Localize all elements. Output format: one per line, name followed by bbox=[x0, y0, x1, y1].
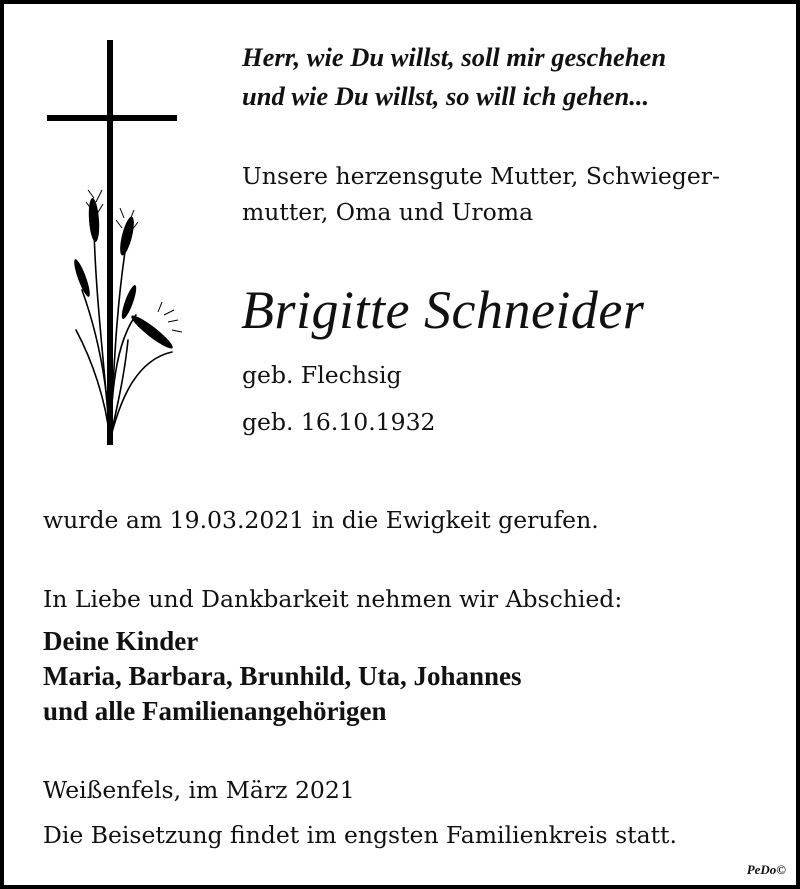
birth-date: geb. 16.10.1932 bbox=[242, 408, 436, 436]
intro-line-1: Unsere herzensgute Mutter, Schwieger- bbox=[242, 162, 720, 190]
motto-verse bbox=[242, 38, 782, 116]
intro-text bbox=[242, 158, 782, 230]
mourners-line-3: und alle Familienangehörigen bbox=[43, 696, 387, 726]
intro-line-2: mutter, Oma und Uroma bbox=[242, 198, 534, 226]
death-notice: wurde am 19.03.2021 in die Ewigkeit gerufen. bbox=[43, 506, 599, 534]
mourners-line-2: Maria, Barbara, Brunhild, Uta, Johannes bbox=[43, 661, 522, 691]
farewell-intro: In Liebe und Dankbarkeit nehmen wir Abschied: bbox=[43, 585, 623, 613]
place-date: Weißenfels, im März 2021 bbox=[43, 776, 355, 804]
deceased-name: Brigitte Schneider bbox=[241, 280, 645, 340]
birth-name: geb. Flechsig bbox=[242, 361, 402, 389]
motto-line-1: Herr, wie Du willst, soll mir geschehen bbox=[242, 42, 667, 72]
designer-signature: PeDo© bbox=[746, 862, 786, 877]
burial-note: Die Beisetzung findet im engsten Familienkreis statt. bbox=[43, 821, 677, 849]
cross-with-wheat-icon bbox=[44, 40, 184, 450]
mourners-line-1: Deine Kinder bbox=[43, 626, 199, 656]
mourners-list bbox=[43, 624, 522, 729]
motto-line-2: und wie Du willst, so will ich gehen... bbox=[242, 81, 650, 111]
